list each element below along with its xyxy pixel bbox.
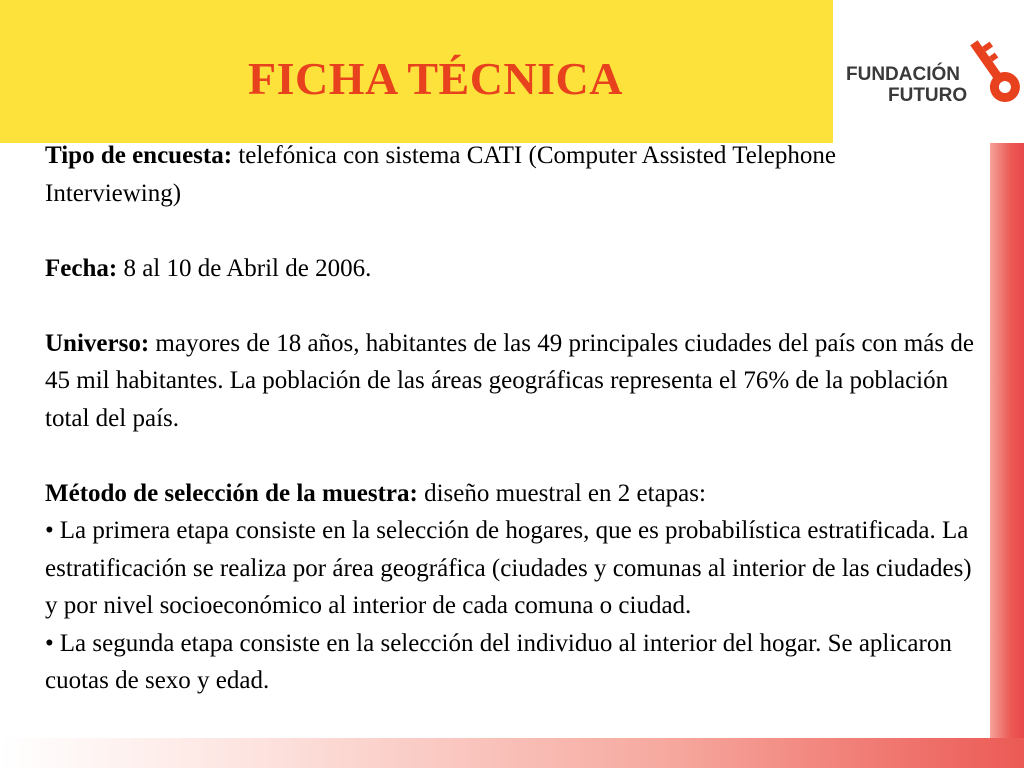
key-icon <box>970 34 1020 109</box>
bullet-icon: • <box>45 517 54 544</box>
tipo-label: Tipo de encuesta: <box>45 142 233 169</box>
metodo-paragraph <box>45 475 975 513</box>
fecha-text: 8 al 10 de Abril de 2006. <box>117 254 372 282</box>
slide-body <box>45 137 975 700</box>
bullet-text-1: La primera etapa consiste en la selección de hogares, que es probabilística estratificada. La estratificación se realiza por área geográfica (ciudades y comunas al interior de las ciudades) y por nivel socioeconómico al interior de cada comuna o ciudad. <box>45 517 972 619</box>
logo-line-1: FUNDACIÓN <box>846 64 960 85</box>
tipo-paragraph <box>45 137 975 212</box>
universo-text: mayores de 18 años, habitantes de las 49 principales ciudades del país con más de 45 mil habitantes. La población de las áreas geográficas representa el 76% de la población total del país. <box>45 329 974 432</box>
bullet-item-1 <box>45 512 975 625</box>
logo-line-2: FUTURO <box>888 85 968 106</box>
bullet-icon: • <box>45 629 54 657</box>
page-title: FICHA TÉCNICA <box>248 53 623 104</box>
metodo-label: Método de selección de la muestra: <box>45 479 418 507</box>
right-decor-stripe <box>990 143 1024 768</box>
bullet-item-2 <box>45 625 975 700</box>
tipo-text: telefónica con sistema CATI (Computer Assisted Telephone Interviewing) <box>45 142 836 207</box>
metodo-text: diseño muestral en 2 etapas: <box>417 479 706 507</box>
fundacion-futuro-logo <box>840 34 1020 114</box>
bullet-text-2: La segunda etapa consiste en la selección del individuo al interior del hogar. Se aplicaron cuotas de sexo y edad. <box>45 629 952 694</box>
bottom-decor-stripe <box>0 738 1024 768</box>
fecha-paragraph <box>45 250 975 288</box>
universo-label: Universo: <box>45 329 150 357</box>
universo-paragraph <box>45 325 975 438</box>
fecha-label: Fecha: <box>45 254 118 282</box>
